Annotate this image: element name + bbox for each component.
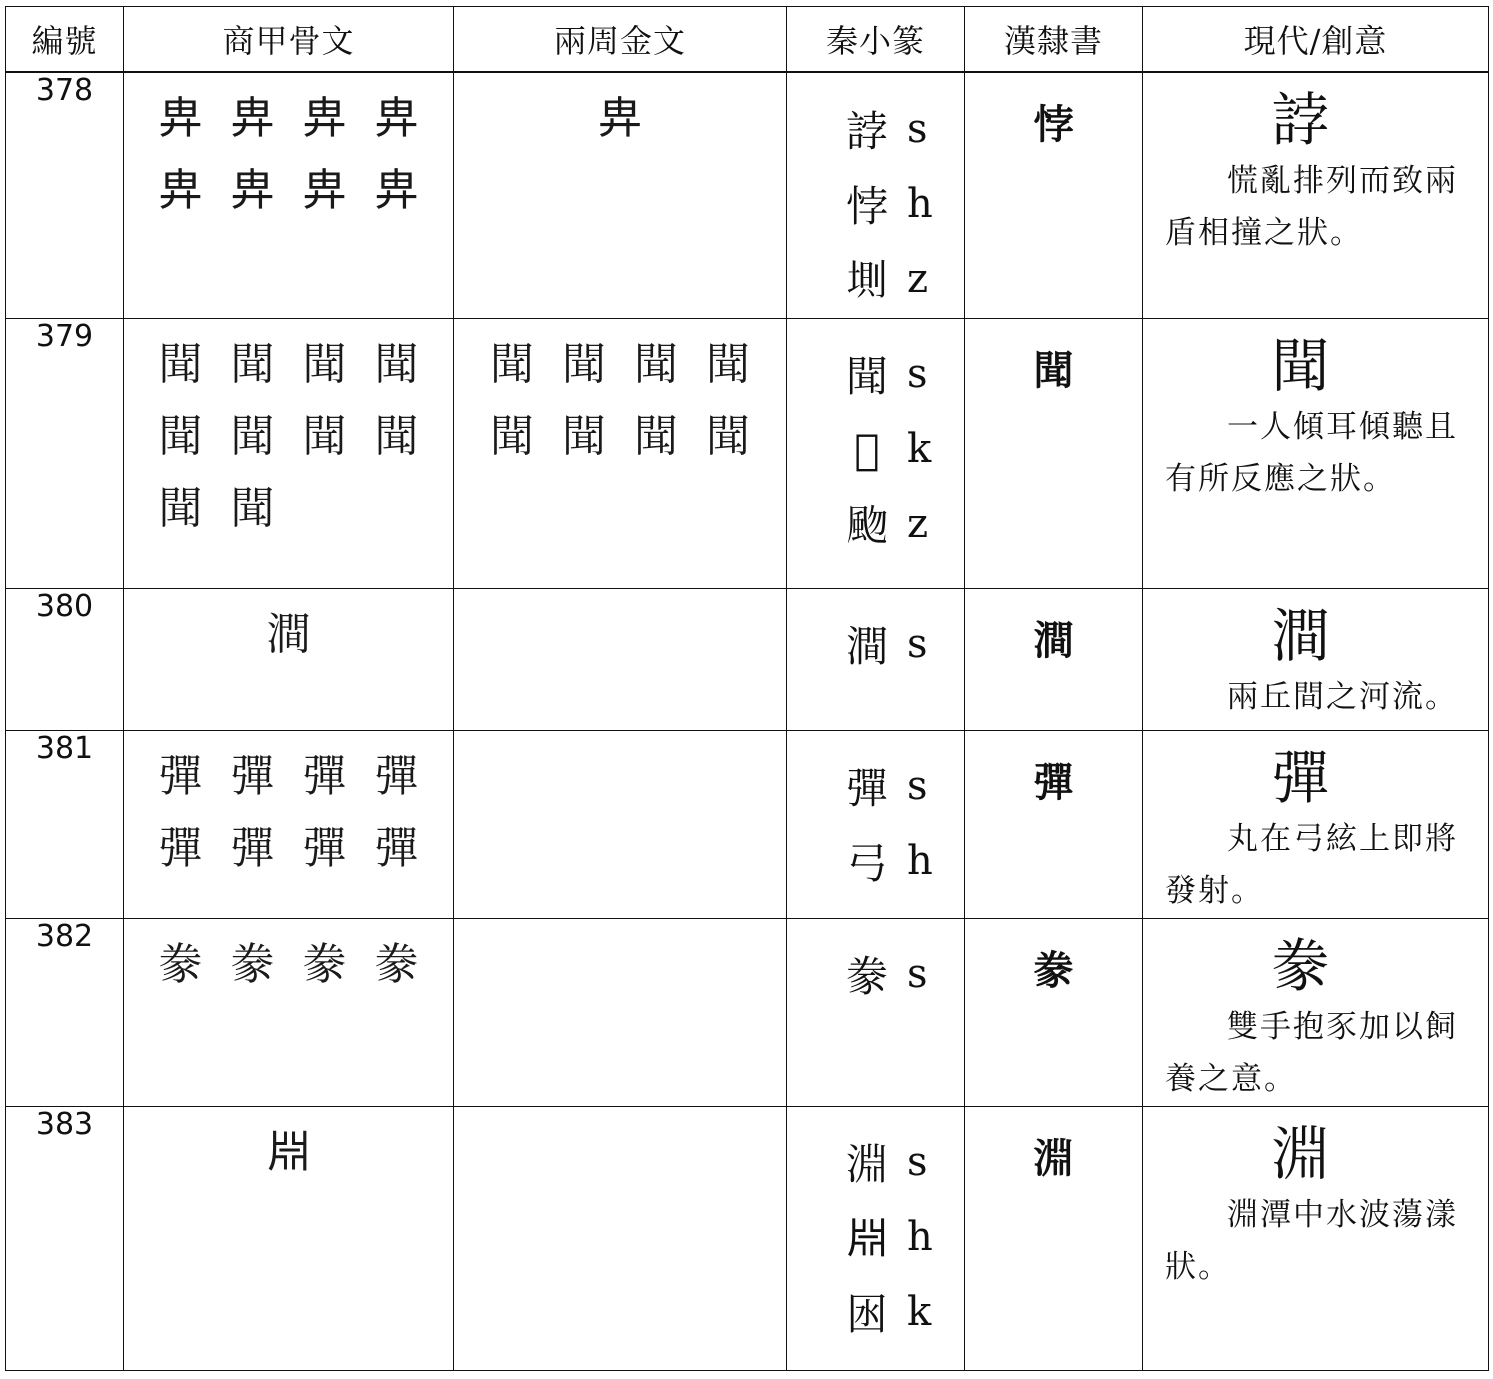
oracle-glyph: 𢍁 xyxy=(230,93,275,144)
seal-list xyxy=(787,919,964,1012)
seal-source-tag: s xyxy=(907,951,928,997)
row-number: 379 xyxy=(6,318,124,588)
oracle-cell xyxy=(124,72,454,318)
table-row xyxy=(6,1106,1489,1370)
seal-entry xyxy=(837,937,964,1012)
header-number: 編號 xyxy=(6,7,124,73)
oracle-glyph: 𢍁 xyxy=(374,165,419,216)
oracle-glyph: 聞 xyxy=(302,410,347,462)
seal-source-tag: z xyxy=(907,501,929,547)
oracle-glyphs xyxy=(124,319,453,539)
modern-cell xyxy=(1143,588,1489,730)
oracle-glyph: 聞 xyxy=(374,338,419,390)
modern-cell xyxy=(1143,730,1489,918)
modern-cell xyxy=(1143,72,1489,318)
seal-glyph: 聞 xyxy=(845,352,888,401)
seal-source-tag: k xyxy=(907,426,932,472)
seal-glyph: 𩖨 xyxy=(845,501,888,550)
bronze-cell xyxy=(454,918,787,1106)
seal-list xyxy=(787,731,964,899)
seal-cell xyxy=(787,1106,965,1370)
oracle-cell xyxy=(124,730,454,918)
modern-description: 一人傾耳傾聽且有所反應之狀。 xyxy=(1165,408,1458,497)
seal-source-tag: s xyxy=(907,105,928,152)
bronze-glyph: 聞 xyxy=(634,410,678,462)
modern-description: 丸在弓絃上即將發射。 xyxy=(1165,820,1458,909)
seal-list xyxy=(787,319,964,562)
table-row xyxy=(6,588,1489,730)
oracle-glyph: 聞 xyxy=(230,410,275,462)
modern-character: 聞 xyxy=(1271,331,1330,400)
oracle-glyph: 彈 xyxy=(158,750,203,802)
seal-cell xyxy=(787,318,965,588)
oracle-glyph: 豢 xyxy=(158,938,203,990)
bronze-glyph: 𢍁 xyxy=(598,93,642,144)
bronze-glyph: 聞 xyxy=(562,410,606,462)
clerical-glyph: 悖 xyxy=(1033,102,1074,148)
bronze-cell xyxy=(454,72,787,318)
seal-glyph: 豢 xyxy=(845,952,888,1001)
oracle-glyphs xyxy=(124,73,453,221)
seal-glyph: 誖 xyxy=(845,106,888,156)
modern-character: 誖 xyxy=(1271,86,1330,154)
oracle-glyph: 聞 xyxy=(302,338,347,390)
table-row xyxy=(6,318,1489,588)
oracle-glyph: 聞 xyxy=(158,482,203,534)
seal-entry xyxy=(837,607,964,682)
bronze-cell xyxy=(454,318,787,588)
oracle-glyph: 彈 xyxy=(230,750,275,802)
clerical-cell xyxy=(965,318,1143,588)
bronze-glyph: 聞 xyxy=(634,338,678,390)
oracle-glyphs xyxy=(124,919,453,995)
row-number: 378 xyxy=(6,72,124,318)
oracle-glyph: 豢 xyxy=(302,938,347,990)
oracle-cell xyxy=(124,588,454,730)
seal-glyph: 悖 xyxy=(845,181,888,231)
seal-entry xyxy=(837,166,964,241)
header-modern: 現代/創意 xyxy=(1143,7,1489,73)
modern-cell xyxy=(1143,318,1489,588)
seal-cell xyxy=(787,730,965,918)
modern-character: 淵 xyxy=(1271,1119,1330,1188)
seal-entry xyxy=(837,241,964,316)
clerical-glyph: 聞 xyxy=(1033,347,1074,394)
seal-source-tag: h xyxy=(907,180,933,227)
seal-source-tag: s xyxy=(907,621,928,667)
clerical-glyph: 澗 xyxy=(1033,617,1074,664)
seal-glyph: 淵 xyxy=(845,1140,888,1189)
clerical-glyph: 淵 xyxy=(1033,1135,1074,1182)
seal-entry xyxy=(837,1125,964,1200)
oracle-glyph: 聞 xyxy=(230,338,275,390)
seal-source-tag: z xyxy=(907,255,929,302)
seal-cell xyxy=(787,72,965,318)
bronze-cell xyxy=(454,588,787,730)
row-number: 383 xyxy=(6,1106,124,1370)
oracle-glyph: 𢍁 xyxy=(158,165,203,216)
bronze-glyph: 聞 xyxy=(490,338,534,390)
character-evolution-table xyxy=(5,6,1489,1371)
oracle-glyph: 𢍁 xyxy=(230,165,275,216)
seal-source-tag: k xyxy=(907,1289,932,1335)
oracle-glyph: 彈 xyxy=(302,822,347,874)
modern-description: 兩丘間之河流。 xyxy=(1227,678,1458,715)
seal-glyph: 𡍫 xyxy=(845,255,888,305)
seal-cell xyxy=(787,918,965,1106)
table-row xyxy=(6,730,1489,918)
oracle-glyph: 澗 xyxy=(266,608,311,660)
oracle-glyph: 𢍁 xyxy=(374,93,419,144)
row-number: 382 xyxy=(6,918,124,1106)
bronze-glyph: 聞 xyxy=(706,410,750,462)
seal-glyph: 弓 xyxy=(845,839,888,888)
oracle-cell xyxy=(124,918,454,1106)
bronze-glyph: 聞 xyxy=(490,410,534,462)
modern-description: 雙手抱豕加以飼養之意。 xyxy=(1165,1008,1458,1097)
oracle-glyph: 豢 xyxy=(374,938,419,990)
bronze-glyphs xyxy=(454,319,786,467)
header-oracle: 商甲骨文 xyxy=(124,7,454,73)
oracle-glyphs xyxy=(124,731,453,879)
clerical-cell xyxy=(965,1106,1143,1370)
clerical-cell xyxy=(965,588,1143,730)
table-body xyxy=(6,72,1489,1370)
header-clerical: 漢隸書 xyxy=(965,7,1143,73)
oracle-cell xyxy=(124,1106,454,1370)
row-number: 380 xyxy=(6,588,124,730)
seal-source-tag: h xyxy=(907,1214,933,1260)
clerical-glyph: 彈 xyxy=(1033,759,1074,806)
seal-glyph: 囦 xyxy=(845,1290,888,1339)
clerical-glyph: 豢 xyxy=(1033,947,1074,994)
oracle-glyph: 𢍁 xyxy=(302,93,347,144)
oracle-glyph: 彈 xyxy=(302,750,347,802)
oracle-glyphs xyxy=(124,589,453,665)
modern-description: 淵潭中水波蕩漾狀。 xyxy=(1165,1196,1458,1285)
clerical-cell xyxy=(965,72,1143,318)
seal-glyph: 澗 xyxy=(845,622,888,671)
clerical-cell xyxy=(965,730,1143,918)
modern-character: 澗 xyxy=(1271,601,1330,670)
bronze-cell xyxy=(454,730,787,918)
bronze-glyph: 聞 xyxy=(562,338,606,390)
header-bronze: 兩周金文 xyxy=(454,7,787,73)
seal-source-tag: s xyxy=(907,1139,928,1185)
seal-source-tag: s xyxy=(907,351,928,397)
oracle-glyph: 𣶒 xyxy=(266,1126,311,1178)
bronze-cell xyxy=(454,1106,787,1370)
seal-entry xyxy=(837,412,964,487)
seal-glyph: 彈 xyxy=(845,764,888,813)
modern-cell xyxy=(1143,1106,1489,1370)
modern-cell xyxy=(1143,918,1489,1106)
seal-glyph: 𣶒 xyxy=(845,1213,888,1263)
seal-entry xyxy=(837,1200,964,1275)
bronze-glyph: 聞 xyxy=(706,338,750,390)
oracle-glyph: 𢍁 xyxy=(158,93,203,144)
modern-description: 慌亂排列而致兩盾相撞之狀。 xyxy=(1165,163,1458,251)
oracle-glyph: 聞 xyxy=(158,338,203,390)
oracle-glyph: 聞 xyxy=(374,410,419,462)
seal-entry xyxy=(837,1275,964,1350)
oracle-glyph: 彈 xyxy=(374,750,419,802)
oracle-glyph: 𢍁 xyxy=(302,165,347,216)
seal-entry xyxy=(837,824,964,899)
modern-character: 彈 xyxy=(1271,743,1330,812)
oracle-glyph: 聞 xyxy=(158,410,203,462)
row-number: 381 xyxy=(6,730,124,918)
clerical-cell xyxy=(965,918,1143,1106)
table-row xyxy=(6,918,1489,1106)
bronze-glyphs xyxy=(454,73,786,149)
seal-source-tag: h xyxy=(907,838,933,884)
seal-list xyxy=(787,1107,964,1350)
seal-entry xyxy=(837,749,964,824)
seal-source-tag: s xyxy=(907,763,928,809)
oracle-cell xyxy=(124,318,454,588)
table-row xyxy=(6,72,1489,318)
oracle-glyph: 彈 xyxy=(374,822,419,874)
seal-list xyxy=(787,73,964,316)
oracle-glyphs xyxy=(124,1107,453,1183)
oracle-glyph: 彈 xyxy=(158,822,203,874)
seal-cell xyxy=(787,588,965,730)
seal-glyph: 𦖞 xyxy=(854,424,880,474)
seal-entry xyxy=(837,337,964,412)
header-row xyxy=(6,7,1489,73)
modern-character: 豢 xyxy=(1271,931,1330,1000)
seal-entry xyxy=(837,487,964,562)
seal-entry xyxy=(837,91,964,166)
oracle-glyph: 聞 xyxy=(230,482,275,534)
oracle-glyph: 彈 xyxy=(230,822,275,874)
oracle-glyph: 豢 xyxy=(230,938,275,990)
header-seal: 秦小篆 xyxy=(787,7,965,73)
seal-list xyxy=(787,589,964,682)
